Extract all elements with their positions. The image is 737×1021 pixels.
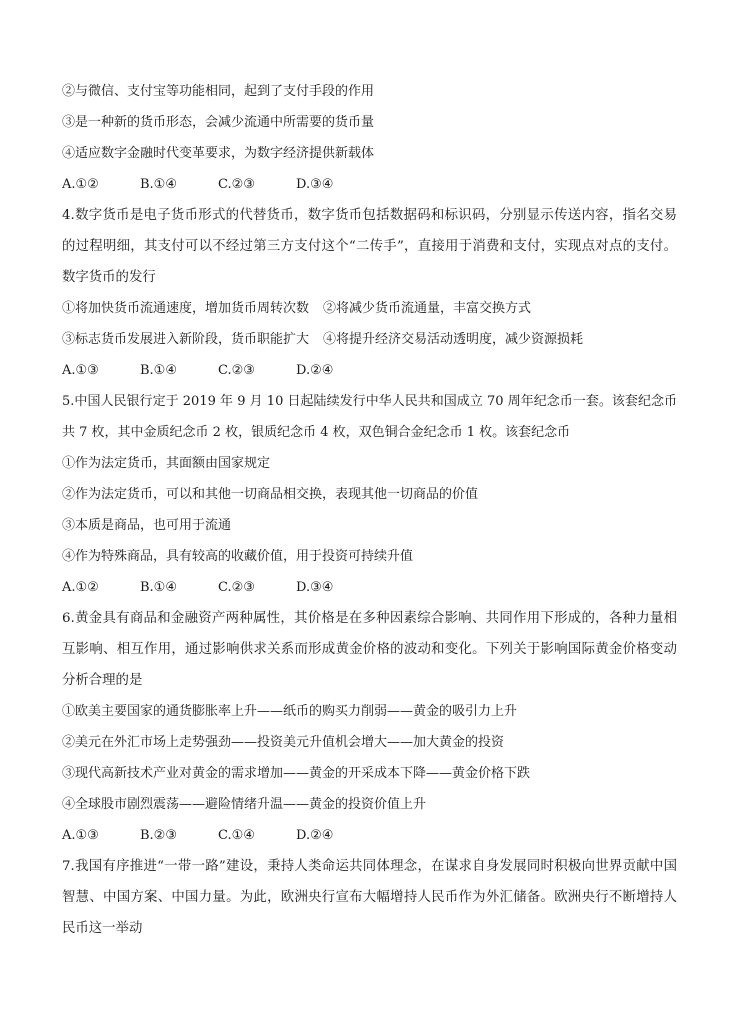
q6-choices — [62, 820, 677, 851]
q6-option-4: ④全球股市剧烈震荡——避险情绪升温——黄金的投资价值上升 — [62, 797, 427, 812]
q3-option-2: ②与微信、支付宝等功能相同，起到了支付手段的作用 — [62, 84, 375, 99]
q5-choices — [62, 572, 677, 603]
q6-stem: 6.黄金具有商品和金融资产两种属性，其价格是在多种因素综合影响、共同作用下形成的，各种力量相互影响、相互作用，通过影响供求关系而形成黄金价格的波动和变化。下列关于影响国际黄金价格变动分析合理的是 — [62, 611, 677, 688]
q6-option-1: ①欧美主要国家的通货膨胀率上升——纸币的购买力削弱——黄金的吸引力上升 — [62, 704, 518, 719]
q5-choice-b: B.①④ — [140, 580, 177, 595]
q5-choice-a: A.①② — [62, 580, 99, 595]
q6-choice-a: A.①③ — [62, 828, 99, 843]
q4-choice-d: D.②④ — [296, 363, 334, 378]
q3-option-4: ④适应数字金融时代变革要求，为数字经济提供新载体 — [62, 146, 375, 161]
q4-stem: 4.数字货币是电子货币形式的代替货币，数字货币包括数据码和标识码，分别显示传送内容，指名交易的过程明细，其支付可以不经过第三方支付这个“二传手”，直接用于消费和支付，实现点对点的支付。数字货币的发行 — [62, 208, 677, 285]
q3-choice-a: A.①② — [62, 177, 99, 192]
q3-choices — [62, 169, 677, 200]
q3-choice-c: C.②③ — [218, 177, 255, 192]
q4-option-4: ④将提升经济交易活动透明度，减少资源损耗 — [323, 332, 584, 347]
q6-choice-d: D.②④ — [296, 828, 334, 843]
q6-choice-b: B.②③ — [140, 828, 177, 843]
q3-choice-b: B.①④ — [140, 177, 177, 192]
q3-option-3: ③是一种新的货币形态，会减少流通中所需要的货币量 — [62, 115, 375, 130]
q5-choice-d: D.③④ — [296, 580, 334, 595]
q4-choices — [62, 355, 677, 386]
q4-options-row-2 — [62, 324, 677, 355]
q6-option-3: ③现代高新技术产业对黄金的需求增加——黄金的开采成本下降——黄金价格下跌 — [62, 766, 531, 781]
q6-choice-c: C.①④ — [218, 828, 255, 843]
q4-option-1: ①将加快货币流通速度，增加货币周转次数 — [62, 301, 310, 316]
q5-option-1: ①作为法定货币，其面额由国家规定 — [62, 456, 271, 471]
q5-choice-c: C.②③ — [218, 580, 255, 595]
q3-choice-d: D.③④ — [296, 177, 334, 192]
q4-option-3: ③标志货币发展进入新阶段，货币职能扩大 — [62, 332, 310, 347]
q4-choice-c: C.②③ — [218, 363, 255, 378]
q4-choice-b: B.①④ — [140, 363, 177, 378]
q7-stem: 7.我国有序推进“一带一路”建设，秉持人类命运共同体理念，在谋求自身发展同时积极向世界贡献中国智慧、中国方案、中国力量。为此，欧洲央行宣布大幅增持人民币作为外汇储备。欧洲央行不断增持人民币这一举动 — [62, 859, 677, 936]
exam-page — [62, 76, 677, 944]
q4-options-row-1 — [62, 293, 677, 324]
q5-option-3: ③本质是商品，也可用于流通 — [62, 518, 232, 533]
q6-option-2: ②美元在外汇市场上走势强劲——投资美元升值机会增大——加大黄金的投资 — [62, 735, 505, 750]
q5-option-4: ④作为特殊商品，具有较高的收藏价值，用于投资可持续升值 — [62, 549, 414, 564]
q4-option-2: ②将减少货币流通量，丰富交换方式 — [323, 301, 532, 316]
q4-choice-a: A.①③ — [62, 363, 99, 378]
q5-option-2: ②作为法定货币，可以和其他一切商品相交换，表现其他一切商品的价值 — [62, 487, 479, 502]
q5-stem: 5.中国人民银行定于 2019 年 9 月 10 日起陆续发行中华人民共和国成立 70 周年纪念币一套。该套纪念币共 7 枚，其中金质纪念币 2 枚，银质纪念币 4 枚，双色铜合金纪念币 1 枚。该套纪念币 — [62, 394, 677, 440]
